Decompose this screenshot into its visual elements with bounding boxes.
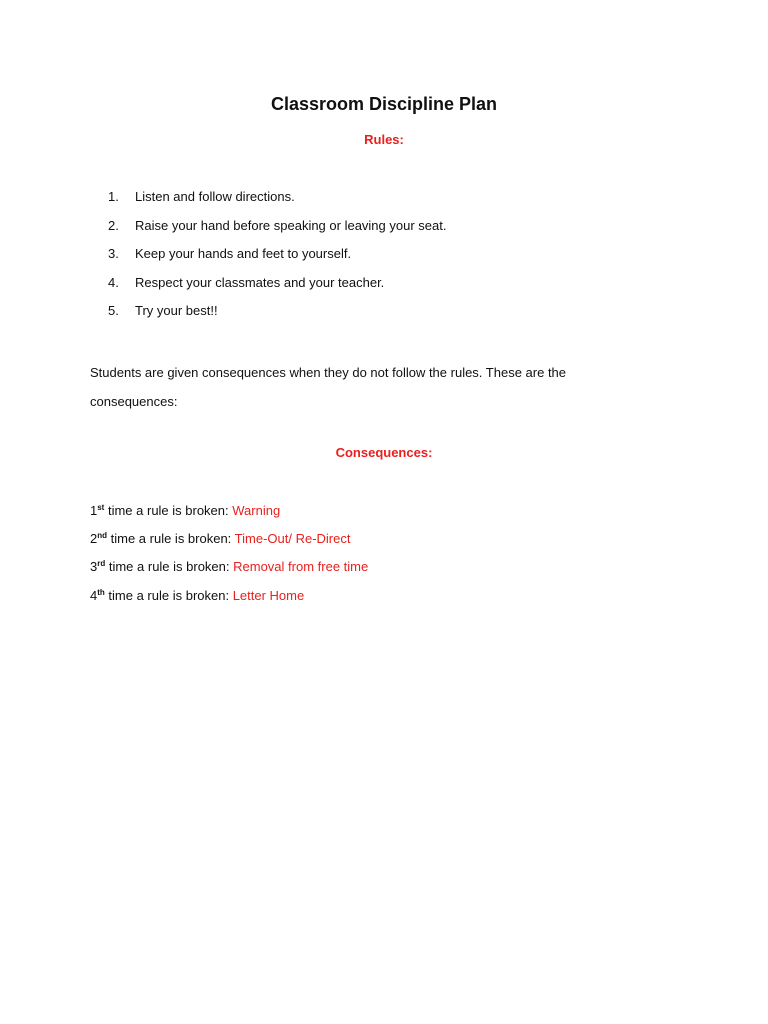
rule-number: 3. [108,246,119,261]
consequence-item [90,587,368,615]
rules-list [108,188,446,331]
consequence-item [90,558,368,586]
ordinal-suffix: nd [97,531,108,541]
rule-number: 1. [108,189,119,204]
ordinal-suffix: th [97,587,105,597]
rules-heading: Rules: [364,132,404,147]
rule-item [108,302,446,331]
consequence-result: Letter Home [232,587,305,603]
page-title: Classroom Discipline Plan [270,94,498,114]
consequence-text: time a rule is broken: [105,559,234,575]
ordinal-number: 4 [90,587,98,603]
rule-number: 5. [108,303,119,318]
consequences-intro-paragraph: Students are given consequences when they do not follow the rules. These are the consequences: [90,365,567,409]
consequence-item [90,502,368,530]
rule-number: 4. [108,274,119,290]
rule-item [108,188,446,217]
consequence-text: time a rule is broken: [104,503,233,518]
rule-text: Try your best!! [135,303,218,318]
consequence-text: time a rule is broken: [104,587,233,603]
consequence-result: Removal from free time [233,559,369,575]
consequence-result: Time-Out/ Re-Direct [234,531,351,547]
ordinal-number: 1 [90,503,98,518]
ordinal-suffix: st [97,503,105,512]
rule-item [108,274,446,303]
consequence-result: Warning [232,503,281,518]
rule-text: Raise your hand before speaking or leaving your seat. [135,217,447,233]
consequence-item [90,530,368,558]
consequences-list [90,502,368,615]
rule-number: 2. [108,217,119,233]
rule-text: Respect your classmates and your teacher. [135,274,385,290]
rule-text: Listen and follow directions. [135,189,295,204]
rule-item [108,217,446,246]
consequence-text: time a rule is broken: [107,531,235,547]
consequences-heading: Consequences: [335,445,433,460]
rule-item [108,245,446,274]
rule-text: Keep your hands and feet to yourself. [135,246,352,261]
ordinal-suffix: rd [97,559,106,569]
ordinal-number: 3 [90,559,98,575]
ordinal-number: 2 [90,531,98,547]
